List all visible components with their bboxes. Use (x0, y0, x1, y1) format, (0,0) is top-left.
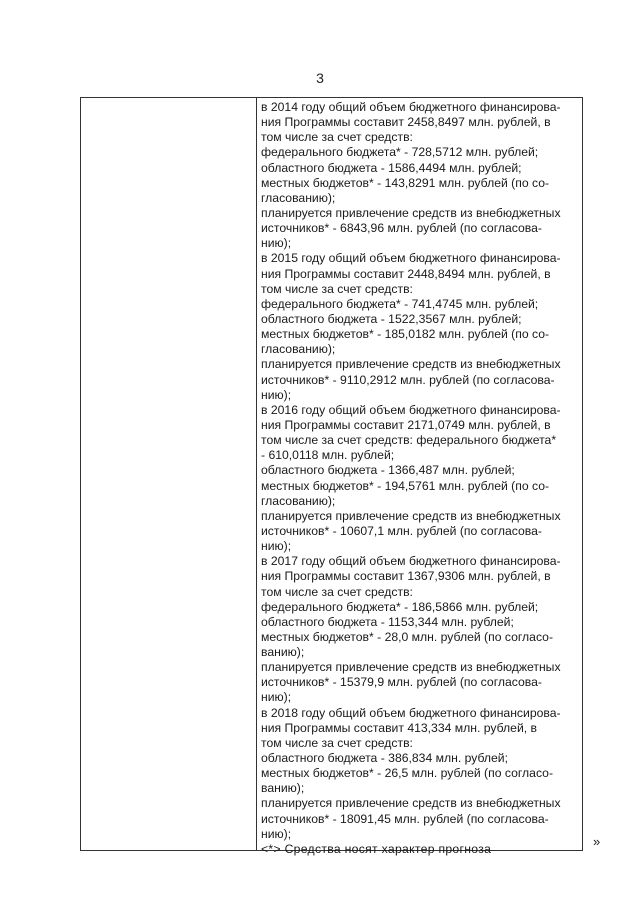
text-line: в 2018 году общий объем бюджетного финансирова- (261, 705, 561, 720)
text-line: гласованию); (261, 493, 336, 508)
text-line: ния Программы составит 413,334 млн. рублей, в (261, 720, 538, 735)
text-line: ванию); (261, 781, 305, 796)
text-line: планируется привлечение средств из внебюджетных (261, 796, 561, 811)
text-line: том числе за счет средств: (261, 281, 413, 296)
text-line: областного бюджета - 1153,344 млн. рублей; (261, 614, 514, 629)
text-line: нию); (261, 690, 292, 705)
text-line: в 2014 году общий объем бюджетного финансирова- (261, 100, 561, 114)
text-line: ния Программы составит 2448,8494 млн. рублей, в (261, 266, 551, 281)
text-line: областного бюджета - 1522,3567 млн. рублей; (261, 311, 522, 326)
text-line: федерального бюджета* - 728,5712 млн. рублей; (261, 145, 539, 160)
text-line: ния Программы составит 2458,8497 млн. рублей, в (261, 115, 551, 130)
text-line: ния Программы составит 1367,9306 млн. рублей, в (261, 569, 551, 584)
text-line: источников* - 10607,1 млн. рублей (по согласова- (261, 523, 542, 538)
text-line: областного бюджета - 1586,4494 млн. рублей; (261, 160, 522, 175)
text-line: гласованию); (261, 342, 336, 357)
text-line: в 2017 году общий объем бюджетного финансирова- (261, 554, 561, 569)
text-line: гласованию); (261, 190, 336, 205)
table-left-cell-empty (81, 98, 256, 850)
text-line: нию); (261, 387, 292, 402)
text-line: источников* - 18091,45 млн. рублей (по согласова- (261, 811, 549, 826)
text-line: планируется привлечение средств из внебюджетных (261, 660, 561, 675)
text-line: планируется привлечение средств из внебюджетных (261, 205, 561, 220)
forecast-footnote: <*> Средства носят характер прогноза (261, 841, 492, 856)
text-line: том числе за счет средств: (261, 130, 413, 145)
text-line: федерального бюджета* - 186,5866 млн. рублей; (261, 599, 539, 614)
text-line: том числе за счет средств: (261, 584, 413, 599)
financing-text-cell (261, 100, 581, 857)
text-line: федерального бюджета* - 741,4745 млн. рублей; (261, 296, 539, 311)
text-line: ванию); (261, 645, 305, 660)
text-line: ния Программы составит 2171,0749 млн. рублей, в (261, 417, 551, 432)
text-line: местных бюджетов* - 194,5761 млн. рублей (по со- (261, 478, 550, 493)
text-line: местных бюджетов* - 185,0182 млн. рублей (по со- (261, 327, 550, 342)
text-line: в 2016 году общий объем бюджетного финансирова- (261, 402, 561, 417)
text-line: в 2015 году общий объем бюджетного финансирова- (261, 251, 561, 266)
page-number: 3 (316, 70, 324, 86)
text-line: источников* - 6843,96 млн. рублей (по согласова- (261, 221, 542, 236)
text-line: местных бюджетов* - 26,5 млн. рублей (по согласо- (261, 766, 554, 781)
table-column-divider (256, 97, 257, 851)
text-line: областного бюджета - 386,834 млн. рублей; (261, 751, 508, 766)
text-line: нию); (261, 826, 292, 841)
text-line: - 610,0118 млн. рублей; (261, 448, 395, 463)
text-line: местных бюджетов* - 143,8291 млн. рублей (по со- (261, 175, 550, 190)
text-line: планируется привлечение средств из внебюджетных (261, 357, 561, 372)
text-line: том числе за счет средств: (261, 735, 413, 750)
closing-quote-mark: » (593, 834, 601, 849)
text-line: том числе за счет средств: федерального бюджета* (261, 433, 557, 448)
text-line: источников* - 9110,2912 млн. рублей (по согласова- (261, 372, 555, 387)
text-line: областного бюджета - 1366,487 млн. рублей; (261, 463, 515, 478)
text-line: источников* - 15379,9 млн. рублей (по согласова- (261, 675, 542, 690)
text-line: нию); (261, 539, 292, 554)
text-line: нию); (261, 236, 292, 251)
text-line: планируется привлечение средств из внебюджетных (261, 508, 561, 523)
text-line: местных бюджетов* - 28,0 млн. рублей (по согласо- (261, 629, 554, 644)
